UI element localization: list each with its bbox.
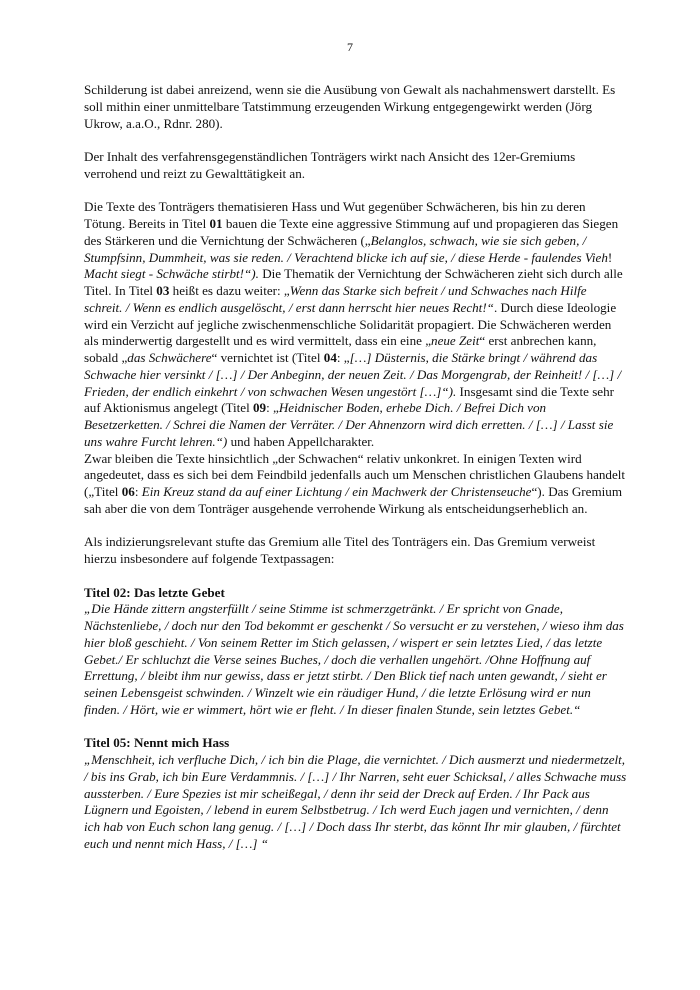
- lyrics-quote: das Schwächere: [127, 350, 212, 365]
- text-run: : „: [336, 350, 350, 365]
- document-body: [84, 82, 627, 853]
- lyrics-quote: „Menschheit, ich verfluche Dich, / ich bin die Plage, die vernichtet. / Dich ausmerzt und niedermetzelt, / bis ins Grab, ich bin Eure Verdammnis. / […] / Ihr Narren, seht euer Schicksal, / alles Schwache muss aussterben. / Eure Spezies ist mir scheißegal, / denn ihr seid der Dreck auf Erden. / Ihr Pack aus Lügnern und Egoisten, / lebend in eurem Selbstbetrug. / Ich werd Euch jagen und vernichten, / denn ich hab von Euch schon lang genug. / […] / Doch dass Ihr sterbt, das könnt Ihr mir glauben, / fürchtet euch und nennt mich Hass, / […] “: [84, 752, 627, 851]
- paragraph-gap: [84, 568, 627, 585]
- text-run: “ vernichtet ist (Titel: [211, 350, 324, 365]
- paragraph-gap: [84, 132, 627, 149]
- lyrics-quote: neue Zeit: [431, 333, 480, 349]
- lyrics-quote: Belanglos, schwach, wie sie sich geben, / Stumpfsinn, Dummheit, was sie reden. / Verachtend blicke ich auf sie, / diese Herde - faulendes Vieh: [84, 232, 608, 265]
- section-heading-titel-05: Titel 05: Nennt mich Hass: [84, 735, 230, 751]
- track-number: 04: [323, 350, 337, 365]
- text-run: Die Texte des Tonträgers thematisieren Hass und Wut gegenüber Schwächeren, bis hin zu deren Tötung. Bereits in Titel: [84, 199, 586, 231]
- text-run: “ erst anbrechen kann, sobald „: [84, 333, 597, 365]
- paragraph-gap: [84, 183, 627, 200]
- text-run: Die Thematik der Vernichtung der Schwächeren zieht sich durch alle Titel. In Titel: [84, 266, 623, 298]
- lyrics-block-titel-05: [84, 752, 627, 853]
- track-number: 03: [156, 283, 170, 298]
- track-number: 01: [209, 216, 223, 231]
- lyrics-quote: Ein Kreuz stand da auf einer Lichtung / ein Machwerk der Christenseuche: [141, 484, 532, 499]
- lyrics-quote: Wenn das Starke sich befreit / und Schwaches nach Hilfe schreit. / Wenn es endlich ausgelöscht, / erst dann herrscht hier neues Recht!“: [84, 283, 587, 315]
- text-run: heißt es dazu weiter: „: [169, 283, 290, 298]
- text-run: : „: [266, 400, 279, 416]
- paragraph-gap: [84, 719, 627, 736]
- text-run: bauen die Texte eine aggressive Stimmung auf und propagieren das Siegen des Stärkeren und die Vernichtung der Schwächeren („: [84, 216, 619, 248]
- text-run: und haben Appellcharakter.: [227, 433, 375, 449]
- paragraph-1: Schilderung ist dabei anreizend, wenn sie die Ausübung von Gewalt als nachahmenswert darstellt. Es soll mithin einer unmittelbare Tatstimmung erzeugenden Wirkung entgegengewirkt werden (Jörg Ukrow, a.a.O., Rdnr. 280).: [84, 82, 616, 131]
- page-number: 7: [347, 40, 353, 54]
- text-run: “). Das Gremium sah aber die von dem Tonträger ausgehende verrohende Wirkung als entscheidungserheblich an.: [84, 484, 623, 516]
- paragraph-5: Als indizierungsrelevant stufte das Gremium alle Titel des Tonträgers ein. Das Gremium verweist hierzu insbesondere auf folgende Textpassagen:: [84, 534, 596, 566]
- paragraph-3: [84, 199, 627, 450]
- text-run: Insgesamt sind die Texte sehr auf Aktionismus angelegt (Titel: [84, 383, 615, 416]
- track-number: 09: [253, 400, 267, 416]
- text-run: Zwar bleiben die Texte hinsichtlich „der Schwachen“ relativ unkonkret. In einigen Texten wird angedeutet, dass es sich bei dem Feindbild jedenfalls auch um Menschen christlichen Glaubens handelt („Titel: [84, 450, 626, 499]
- lyrics-quote: […] Düsternis, die Stärke bringt / während das Schwache hier versinkt / […] / Der Anbeginn, der neuen Zeit. / Das Morgengrab, der Reinheit! / […] / Frieden, der endlich einkehrt / von schwachen Wesen ungestört […]“).: [84, 350, 622, 399]
- track-number: 06: [121, 484, 135, 499]
- text-run: !: [607, 249, 613, 265]
- section-heading-titel-02: Titel 02: Das letzte Gebet: [84, 584, 225, 600]
- paragraph-gap: [84, 518, 627, 535]
- lyrics-quote: „Die Hände zittern angsterfüllt / seine Stimme ist schmerzgetränkt. / Er spricht von Gnade, Nächstenliebe, / doch nur den Tod bekommt er geschenkt / So versucht er zu verstehen, / wieso ihm das hier bloß geschieht. / Von seinem Retter im Stich gelassen, / wispert er sein letztes Lied, / das letzte Gebet./ Er schluchzt die Verse seines Buches, / doch die verhallen ungehört. /Ohne Hoffnung auf Errettung, / bleibt ihm nur gewiss, dass er jetzt stirbt. / Den Blick tief nach unten gewandt, / sieht er seinen Lebensgeist schwinden. / Winzelt wie ein räudiger Hund, / die letzte Erlösung wird er nun finden. / Hört, wie er wimmert, hört wie er fleht. / In dieser finalen Stunde, sein letztes Gebet.“: [84, 601, 624, 717]
- paragraph-2: Der Inhalt des verfahrensgegenständlichen Tonträgers wirkt nach Ansicht des 12er-Gremiums verrohend und reizt zu Gewalttätigkeit an.: [84, 149, 576, 181]
- text-run: . Durch diese Ideologie wird ein Verzicht auf jegliche zwischenmenschliche Solidarität propagiert. Die Schwächeren werden als minderwertig dargestellt und es wird vermittelt, dass ein eine „: [84, 299, 617, 349]
- text-run: :: [134, 484, 142, 499]
- lyrics-quote: Heidnischer Boden, erhebe Dich. / Befrei Dich von Besetzerketten. / Schrei die Namen der Verräter. / Der Ahnenzorn wird dich erretten. / […] / Lasst sie uns wahre Furcht lehren.“): [84, 400, 614, 449]
- paragraph-4: [84, 451, 627, 518]
- lyrics-block-titel-02: [84, 601, 627, 718]
- lyrics-quote: Macht siegt - Schwäche stirbt!“).: [84, 266, 259, 282]
